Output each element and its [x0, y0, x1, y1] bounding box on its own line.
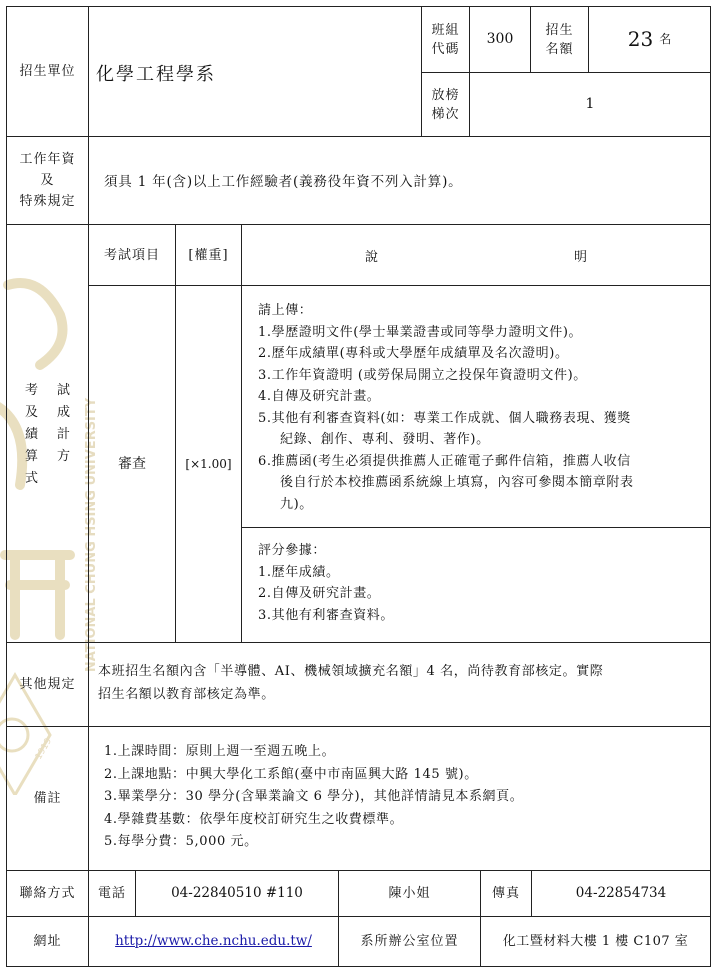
- score-line: 3.其他有利審查資料。: [258, 607, 395, 623]
- website-cell: [89, 917, 338, 966]
- release-order-value: 1: [585, 96, 595, 112]
- upload-requirements: [258, 300, 634, 515]
- scoring-criteria: [258, 540, 394, 626]
- exam-label-char: 考: [24, 383, 39, 398]
- exam-label-char: 試: [56, 383, 71, 398]
- upload-line: 請上傳：: [258, 303, 313, 318]
- upload-line: 後自行於本校推薦函系統線上填寫，內容可參閱本簡章附表: [280, 475, 634, 490]
- remark-line: 5.每學分費：5,000 元。: [104, 834, 258, 849]
- exam-weight-header: [權重]: [188, 247, 229, 263]
- exam-label-char: 方: [56, 449, 71, 464]
- work-label-line2: 及: [40, 173, 55, 188]
- score-line: 1.歷年成績。: [258, 564, 340, 580]
- release-order-label: [422, 73, 469, 136]
- score-line: 2.自傳及研究計畫。: [258, 586, 381, 601]
- other-line: 招生名額以教育部核定為準。: [98, 687, 275, 702]
- phone-label: 電話: [97, 886, 126, 901]
- exam-label-char: 及: [24, 405, 39, 420]
- remarks-list: [104, 741, 523, 854]
- upload-line: 紀錄、創作、專利、發明、著作)。: [280, 432, 490, 447]
- contact-person: 陳小姐: [388, 886, 431, 901]
- class-code-label-line1: 班組: [431, 22, 460, 38]
- contact-label: 聯絡方式: [19, 886, 76, 901]
- fax-label: 傳真: [491, 886, 520, 901]
- watermark-year: 1919: [33, 736, 55, 762]
- unit-label-text: 招生單位: [19, 64, 76, 79]
- upload-line: 4.自傳及研究計畫。: [258, 389, 381, 404]
- class-code-value: 300: [486, 31, 514, 47]
- remarks-label: 備註: [33, 791, 62, 806]
- exam-label-char: 成: [56, 405, 71, 420]
- upload-line: 3.工作年資證明 (或勞保局開立之投保年資證明文件)。: [258, 367, 587, 383]
- exam-desc-header-left: 說: [365, 250, 380, 265]
- upload-line: 1.學歷證明文件(學士畢業證書或同等學力證明文件)。: [258, 324, 583, 340]
- upload-line: 5.其他有利審查資料(如：專業工作成就、個人職務表現、獲獎: [258, 410, 631, 426]
- quota-unit: 名: [659, 32, 672, 46]
- class-code-label: [422, 7, 469, 72]
- remark-line: 2.上課地點：中興大學化工系館(臺中市南區興大路 145 號)。: [104, 766, 478, 782]
- quota-label: [531, 7, 588, 72]
- watermark-text: NATIONAL CHUNG HSING UNIVERSITY: [84, 397, 99, 673]
- exam-label-char: 績: [24, 427, 39, 442]
- upload-line: 6.推薦函(考生必須提供推薦人正確電子郵件信箱，推薦人收信: [258, 453, 631, 469]
- exam-item-header: 考試項目: [103, 247, 160, 263]
- work-label-line3: 特殊規定: [19, 194, 76, 209]
- class-code-label-line2: 代碼: [431, 41, 460, 57]
- other-regulations: [98, 660, 603, 706]
- quota-number: 23: [627, 27, 654, 51]
- exam-label-col2: [54, 380, 74, 468]
- release-order-label-line1: 放榜: [431, 87, 460, 103]
- unit-value: 化學工程學系: [96, 64, 216, 85]
- other-line: 本班招生名額內含「半導體、AI、機械領域擴充名額」4 名，尚待教育部核定。實際: [98, 664, 604, 679]
- upload-line: 2.歷年成績單(專科或大學歷年成績單及名次證明)。: [258, 346, 569, 361]
- upload-line: 九)。: [280, 496, 313, 512]
- office-location-label: 系所辦公室位置: [360, 934, 459, 949]
- remark-line: 3.畢業學分：30 學分(含畢業論文 6 學分)，其他詳情請見本系網頁。: [104, 789, 524, 804]
- exam-label-char: 計: [56, 427, 71, 442]
- exam-desc-header-right: 明: [574, 250, 589, 265]
- quota-label-line1: 招生: [545, 22, 574, 38]
- quota-value: [589, 7, 710, 72]
- exam-item-weight: [×1.00]: [185, 456, 232, 471]
- phone-value: 04-22840510 #110: [171, 885, 303, 901]
- website-link[interactable]: http://www.che.nchu.edu.tw/: [115, 933, 312, 949]
- work-label: [7, 137, 88, 224]
- remark-line: 4.學雜費基數：依學年度校訂研究生之收費標準。: [104, 811, 404, 827]
- office-location-value: 化工暨材料大樓 1 樓 C107 室: [502, 934, 689, 949]
- score-line: 評分參據：: [258, 543, 327, 558]
- exam-label-char: 式: [24, 471, 39, 486]
- exam-label-char: 算: [24, 449, 39, 464]
- work-requirement-text: 須具 1 年(含)以上工作經驗者(義務役年資不列入計算)。: [104, 174, 463, 190]
- quota-label-line2: 名額: [545, 41, 574, 57]
- work-label-line1: 工作年資: [19, 152, 76, 167]
- unit-label: [7, 7, 88, 136]
- exam-item-name: 審查: [118, 455, 146, 472]
- fax-value: 04-22854734: [575, 885, 667, 901]
- release-order-label-line2: 梯次: [431, 106, 460, 122]
- remark-line: 1.上課時間：原則上週一至週五晚上。: [104, 744, 336, 759]
- exam-label-col1: [22, 380, 42, 490]
- other-label: 其他規定: [19, 677, 76, 692]
- website-label: 網址: [33, 934, 62, 949]
